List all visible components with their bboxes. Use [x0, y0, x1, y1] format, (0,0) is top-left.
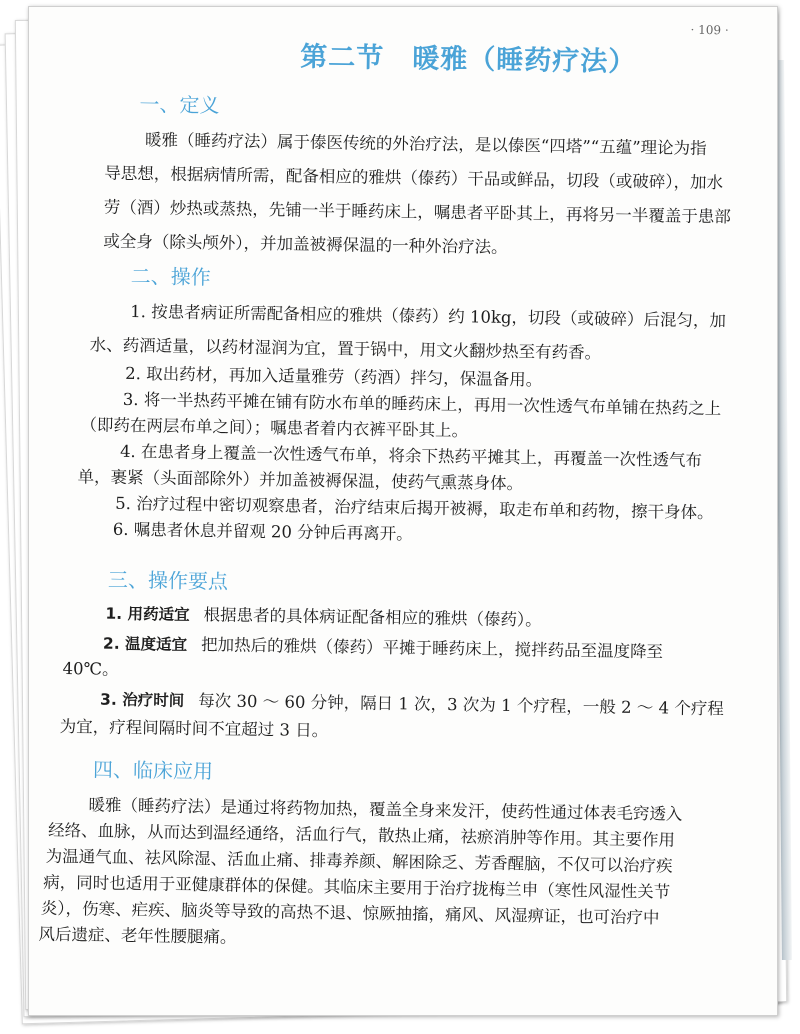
chapter-title: 第二节 暖雅（睡药疗法）	[299, 41, 637, 78]
page-content	[38, 7, 778, 1016]
paragraph-line: （即药在两层布单之间）；嘱患者着内衣裤平卧其上。	[80, 415, 469, 441]
paragraph-line: 暖雅（睡药疗法）是通过将药物加热，覆盖全身来发汗，使药性通过体表毛窍透入	[88, 795, 683, 824]
paragraph-line: 4. 在患者身上覆盖一次性透气布单，将余下热药平摊其上，再覆盖一次性透气布	[119, 441, 703, 470]
key-point-label: 2. 温度适宜	[102, 634, 188, 654]
key-point-text: 把加热后的雅烘（傣药）平摊于睡药床上，搅拌药品至温度降至	[200, 635, 664, 662]
paragraph-line: 经络、血脉，从而达到温经通络，活血行气，散热止痛，祛瘀消肿等作用。其主要作用	[47, 820, 676, 850]
section-heading-operation: 二、操作	[130, 264, 211, 290]
key-point-item	[105, 606, 542, 629]
paragraph-line: 为温通气血、祛风除湿、活血止痛、排毒养颜、解困除乏、芳香醒脑，不仅可以治疗疾	[45, 846, 673, 876]
paragraph-line: 劳（酒）炒热或蒸热，先铺一半于睡药床上，嘱患者平卧其上，再将另一半覆盖于患部	[103, 197, 731, 227]
paragraph-line: 水、药酒适量，以药材湿润为宜，置于锅中，用文火翻炒热至有药香。	[89, 335, 602, 363]
key-point-item	[100, 692, 724, 718]
paragraph-line: 或全身（除头颅外），并加盖被褥保温的一种外治疗法。	[103, 231, 508, 257]
section-heading-clinical: 四、临床应用	[92, 757, 214, 784]
section-heading-definition: 一、定义	[139, 92, 220, 118]
page-number: · 109 ·	[690, 22, 729, 38]
document-page	[28, 6, 778, 1016]
key-point-continuation: 为宜，疗程间隔时间不宜超过 3 日。	[59, 716, 329, 741]
paragraph-line: 1. 按患者病证所需配备相应的雅烘（傣药）约 10kg，切段（或破碎）后混匀，加	[130, 302, 727, 331]
paragraph-line: 3. 将一半热药平摊在铺有防水布单的睡药床上，再用一次性透气布单铺在热药之上	[122, 389, 722, 419]
paragraph-line: 单，裹紧（头面部除外）并加盖被褥保温，使药气熏蒸身体。	[77, 467, 524, 494]
key-point-label: 3. 治疗时间	[99, 690, 185, 710]
paragraph-line: 导思想，根据病情所需，配备相应的雅烘（傣药）干品或鲜品，切段（或破碎），加水	[104, 163, 724, 193]
section-heading-key-points: 三、操作要点	[107, 567, 229, 594]
key-point-text: 每次 30 ～ 60 分钟，隔日 1 次，3 次为 1 个疗程，一般 2 ～ 4 个疗程	[198, 691, 724, 719]
key-point-item	[103, 636, 663, 661]
paragraph-line: 暖雅（睡药疗法）属于傣医传统的外治疗法，是以傣医“四塔”“五蕴”理论为指	[144, 130, 707, 159]
paragraph-line: 风后遗症、老年性腰腿痛。	[38, 924, 237, 947]
paragraph-line: 炎），伤寒、疟疾、脑炎等导致的高热不退、惊厥抽搐，痛风、风湿痹证，也可治疗中	[40, 898, 660, 928]
paragraph-line: 2. 取出药材，再加入适量雅劳（药酒）拌匀，保温备用。	[125, 363, 543, 390]
paragraph-line: 病，同时也适用于亚健康群体的保健。其临床主要用于治疗拢梅兰申（寒性风湿性关节	[43, 872, 671, 902]
paragraph-line: 6. 嘱患者休息并留观 20 分钟后再离开。	[112, 519, 413, 544]
key-point-text: 根据患者的具体病证配备相应的雅烘（傣药）。	[203, 605, 542, 630]
paragraph-line: 5. 治疗过程中密切观察患者，治疗结束后揭开被褥，取走布单和药物，擦干身体。	[115, 493, 714, 523]
key-point-continuation: 40℃。	[62, 658, 119, 679]
key-point-label: 1. 用药适宜	[105, 604, 190, 624]
